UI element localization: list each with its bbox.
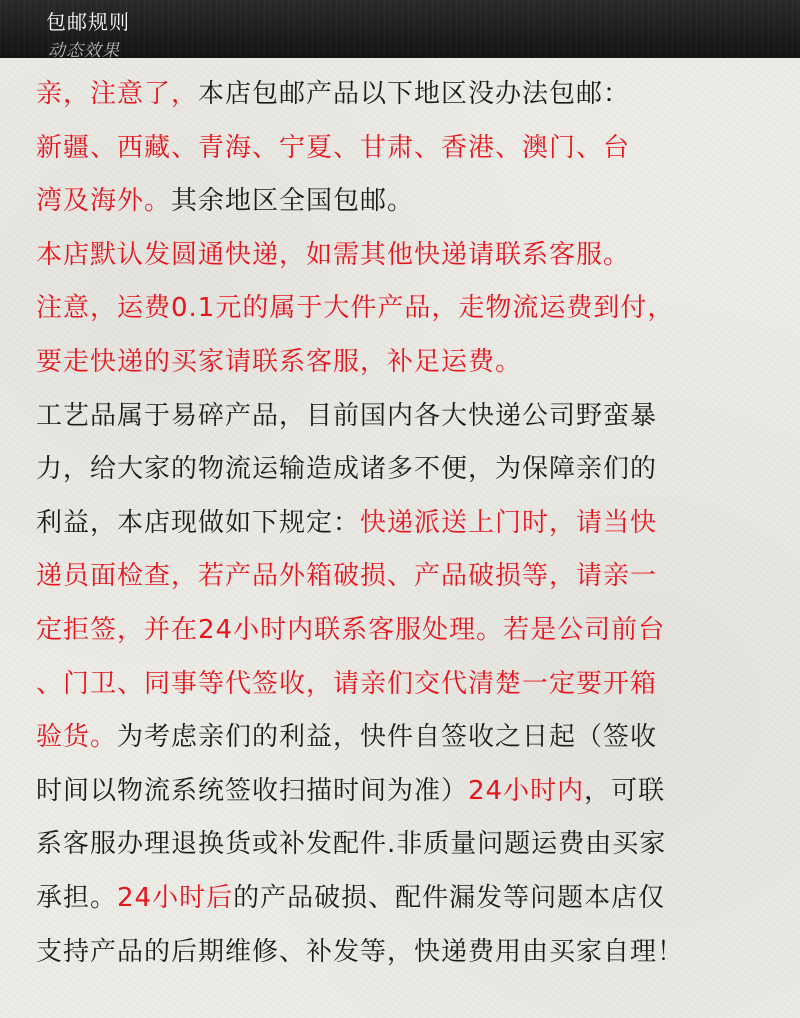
text-segment: 本店默认发圆通快递，如需其他快递请联系客服。 [36,239,631,270]
text-segment: 本店包邮产品以下地区没办法包邮： [198,79,631,109]
text-segment: 注意，运费0.1元的属于大件产品，走物流运费到付， [36,293,675,324]
text-line-1 [36,68,788,122]
text-line-6 [36,336,788,390]
text-segment: 验货。 [36,722,118,753]
text-segment: 力，给大家的物流运输造成诸多不便，为保障亲们的 [36,454,658,485]
text-segment: 其余地区全国包邮。 [171,186,415,217]
text-segment: ，可联 [584,775,666,806]
text-segment: 亲，注意了， [36,79,199,109]
text-segment: 快递派送上门时，请当快 [360,507,658,538]
text-segment: 的产品破损、配件漏发等问题本店仅 [233,882,666,913]
text-segment: 、门卫、同事等代签收，请亲们交代清楚一定要开箱 [36,668,658,699]
text-segment: 系客服办理退换货或补发配件.非质量问题运费由买家 [36,829,667,860]
text-segment: 24小时后 [117,882,234,913]
text-segment: 利益，本店现做如下规定： [36,507,361,538]
text-line-10 [36,550,788,604]
text-line-12 [36,658,788,712]
header-banner [0,0,800,61]
text-line-5 [36,282,788,336]
text-segment: 时间以物流系统签收扫描时间为准） [36,775,469,806]
text-segment: 支持产品的后期维修、补发等，快递费用由买家自理！ [36,936,685,967]
text-line-2 [36,122,788,176]
page-title: 包邮规则 [46,10,130,34]
text-line-15 [36,818,788,872]
text-segment: 新疆、西藏、青海、宁夏、甘肃、香港、澳门、台 [36,132,631,163]
text-line-8 [36,443,788,497]
text-line-9 [36,497,788,551]
text-line-16 [36,872,788,926]
page-subtitle: 动态效果 [48,41,120,61]
text-segment: 递员面检查，若产品外箱破损、产品破损等，请亲一 [36,561,658,592]
text-segment: 24小时内 [468,775,585,806]
text-line-13 [36,711,788,765]
text-segment: 工艺品属于易碎产品，目前国内各大快递公司野蛮暴 [36,400,658,431]
text-segment: 为考虑亲们的利益，快件自签收之日起（签收 [117,722,658,753]
text-segment: 湾及海外。 [36,186,172,217]
text-line-4 [36,229,788,283]
policy-text [36,68,788,979]
text-segment: 要走快递的买家请联系客服，补足运费。 [36,346,523,377]
text-line-3 [36,175,788,229]
text-line-11 [36,604,788,658]
text-line-17 [36,926,788,980]
text-segment: 承担。 [36,882,118,913]
text-segment: 定拒签，并在24小时内联系客服处理。若是公司前台 [36,614,666,645]
text-line-7 [36,390,788,444]
text-line-14 [36,765,788,819]
